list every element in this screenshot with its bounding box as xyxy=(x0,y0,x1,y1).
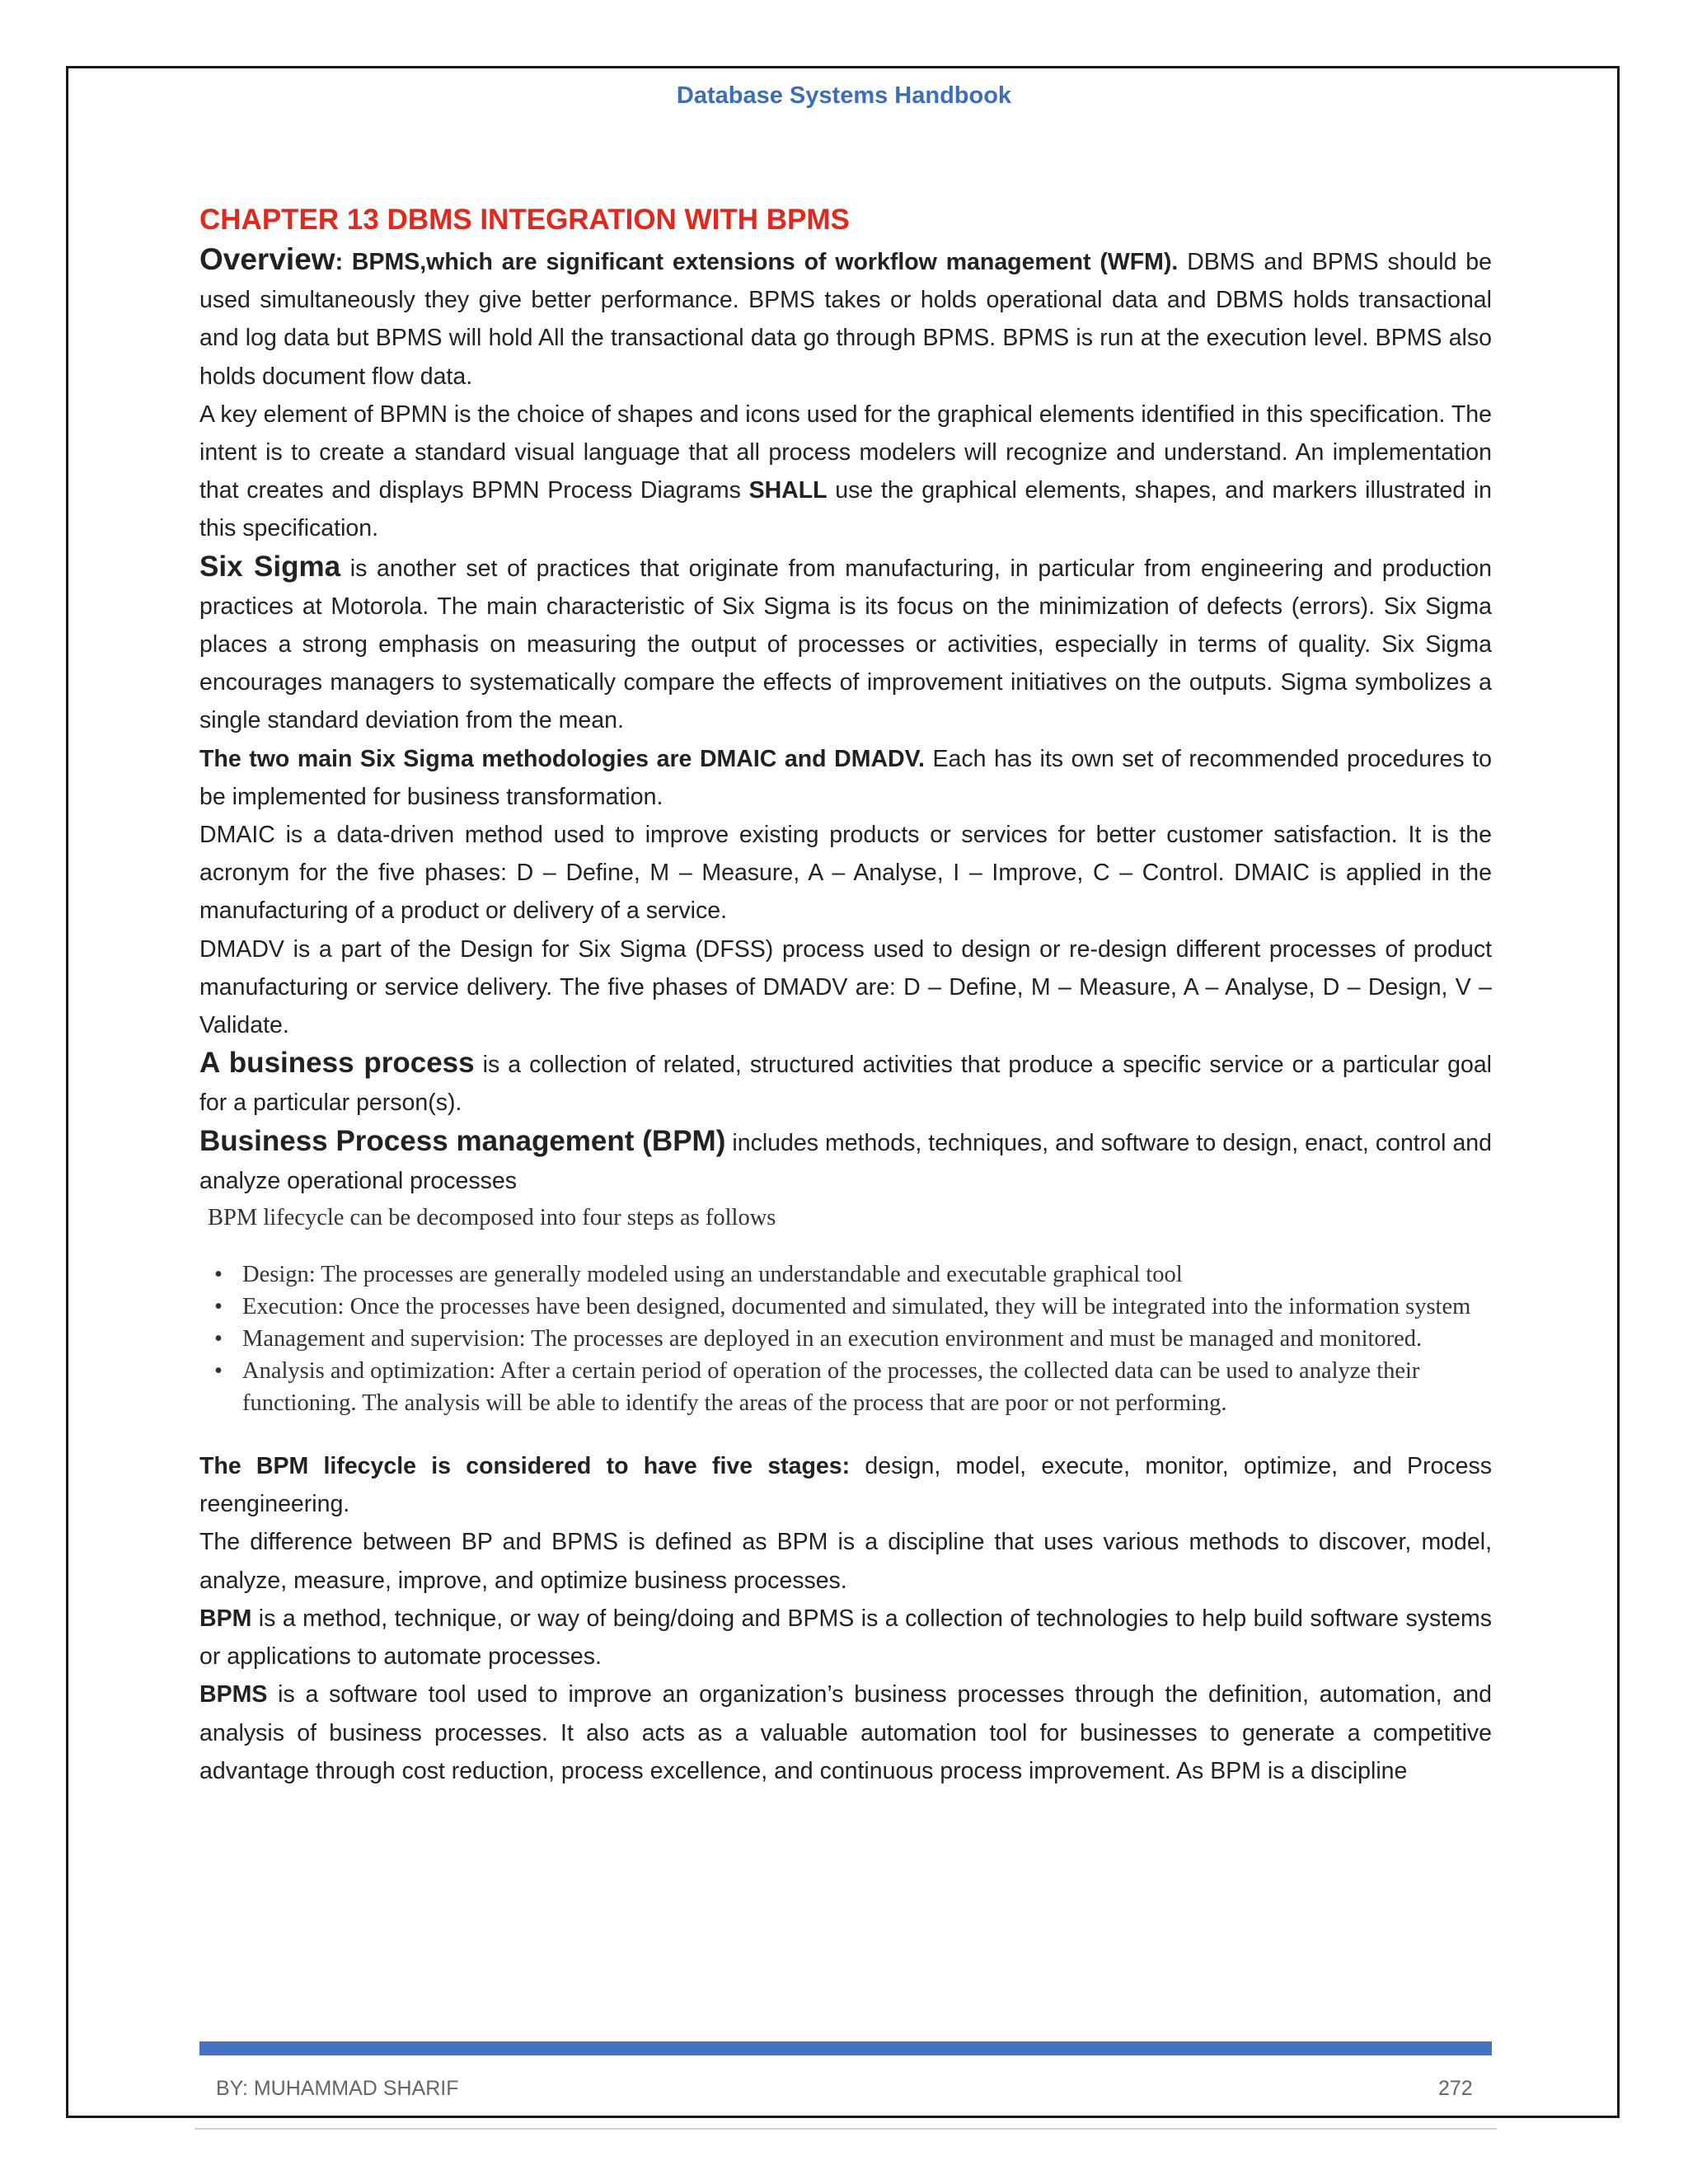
list-item-text: Design: The processes are generally modeled using an understandable and executable graphical tool xyxy=(242,1262,1183,1288)
bpm-lifecycle-excerpt xyxy=(208,1202,1492,1419)
bullet-icon: • xyxy=(214,1358,223,1385)
bpmn-text-after: use the graphical elements, shapes, and markers illustrated in this specification. xyxy=(199,477,1493,542)
bpms-definition-paragraph xyxy=(199,1675,1492,1790)
difference-paragraph: The difference between BP and BPMS is defined as BPM is a discipline that uses various methods to discover, model, analyze, measure, improve, and optimize business processes. xyxy=(199,1529,1492,1594)
bpmn-text-before: A key element of BPMN is the choice of shapes and icons used for the graphical elements identified in this specification. The intent is to create a standard visual language that all process modelers will recognize and understand. An implementation that creates and displays BPMN Process Diagrams xyxy=(199,401,1492,504)
five-stages-label: The BPM lifecycle is considered to have five stages: xyxy=(199,1453,851,1480)
bpm-definition-text: is a method, technique, or way of being/doing and BPMS is a collection of technologies to help build software systems or applications to automate processes. xyxy=(199,1605,1492,1671)
list-item xyxy=(208,1323,1492,1355)
overview-label: Overview xyxy=(199,242,335,276)
bpm-definition-paragraph xyxy=(199,1600,1492,1675)
list-item xyxy=(208,1355,1492,1419)
bpm-lifecycle-list xyxy=(208,1258,1492,1419)
overview-paragraph xyxy=(199,241,1492,396)
business-process-text: is a collection of related, structured activities that produce a specific service or a particular goal for a particular person(s). xyxy=(199,1052,1493,1117)
list-item-text: Execution: Once the processes have been designed, documented and simulated, they will be integrated into the information system xyxy=(242,1294,1471,1320)
business-process-paragraph xyxy=(199,1044,1492,1122)
running-header: Database Systems Handbook xyxy=(676,82,1012,109)
bullet-icon: • xyxy=(214,1262,223,1288)
footer-bar xyxy=(199,2041,1492,2055)
spacer xyxy=(199,1419,1492,1447)
methodologies-paragraph xyxy=(199,740,1492,816)
bpm-label: Business Process management (BPM) xyxy=(199,1124,726,1157)
bpms-definition-text: is a software tool used to improve an organization’s business processes through the definition, automation, and analysis of business processes. It also acts as a valuable automation tool for businesses to generate a competitive advantage through cost reduction, process excellence, and continuous process improvement. As BPM is a discipline xyxy=(199,1681,1492,1784)
dmaic-paragraph: DMAIC is a data-driven method used to improve existing products or services for better customer satisfaction. It is the acronym for the five phases: D – Define, M – Measure, A – Analyse, I – Improve, C – Control. DMAIC is applied in the manufacturing of a product or delivery of a service. xyxy=(199,822,1492,925)
page-content xyxy=(199,199,1492,1790)
five-stages-paragraph xyxy=(199,1447,1492,1523)
overview-subtitle: : BPMS,which are significant extensions of workflow management (WFM). xyxy=(335,249,1179,275)
methodologies-label: The two main Six Sigma methodologies are DMAIC and DMADV. xyxy=(199,745,925,772)
bpm-paragraph xyxy=(199,1122,1492,1200)
bpmn-shall: SHALL xyxy=(748,477,828,504)
list-item xyxy=(208,1258,1492,1291)
bullet-icon: • xyxy=(214,1294,223,1320)
six-sigma-text: is another set of practices that originate from manufacturing, in particular from engineering and production practices at Motorola. The main characteristic of Six Sigma is its focus on the minimization of defects (errors). Six Sigma places a strong emphasis on measuring the output of processes or activities, especially in terms of quality. Six Sigma encourages managers to systematically compare the effects of improvement initiatives on the outputs. Sigma symbolizes a single standard deviation from the mean. xyxy=(199,555,1492,734)
bpms-definition-label: BPMS xyxy=(199,1681,268,1708)
bpm-lifecycle-intro: BPM lifecycle can be decomposed into four steps as follows xyxy=(208,1205,776,1231)
six-sigma-paragraph xyxy=(199,548,1492,740)
six-sigma-label: Six Sigma xyxy=(199,550,341,583)
chapter-title: CHAPTER 13 DBMS INTEGRATION WITH BPMS xyxy=(199,204,850,236)
bpmn-paragraph xyxy=(199,396,1492,548)
dmadv-paragraph: DMADV is a part of the Design for Six Sigma (DFSS) process used to design or re-design different processes of product manufacturing or service delivery. The five phases of DMADV are: D – Define, M – Measure, A – Analyse, D – Design, V – Validate. xyxy=(199,935,1492,1039)
list-item-text: Analysis and optimization: After a certain period of operation of the processes, the collected data can be used to analyze their functioning. The analysis will be able to identify the areas of the process that are poor or not performing. xyxy=(242,1358,1420,1417)
five-stages-text: design, model, execute, monitor, optimize, and Process reengineering. xyxy=(199,1453,1493,1518)
business-process-label: A business process xyxy=(199,1047,475,1080)
list-item xyxy=(208,1291,1492,1323)
bullet-icon: • xyxy=(214,1326,223,1352)
page-number: 272 xyxy=(1438,2077,1473,2100)
overview-text: DBMS and BPMS should be used simultaneously they give better performance. BPMS takes or holds operational data and DBMS holds transactional and log data but BPMS will hold All the transactional data go through BPMS. BPMS is run at the execution level. BPMS also holds document flow data. xyxy=(199,249,1492,390)
bpm-definition-label: BPM xyxy=(199,1605,252,1632)
bottom-rule xyxy=(195,2128,1497,2130)
bpm-text: includes methods, techniques, and software to design, enact, control and analyze operational processes xyxy=(199,1129,1492,1194)
methodologies-text: Each has its own set of recommended procedures to be implemented for business transformation. xyxy=(199,745,1492,810)
footer-author: BY: MUHAMMAD SHARIF xyxy=(216,2077,459,2100)
list-item-text: Management and supervision: The processes are deployed in an execution environment and must be managed and monitored. xyxy=(242,1326,1423,1352)
